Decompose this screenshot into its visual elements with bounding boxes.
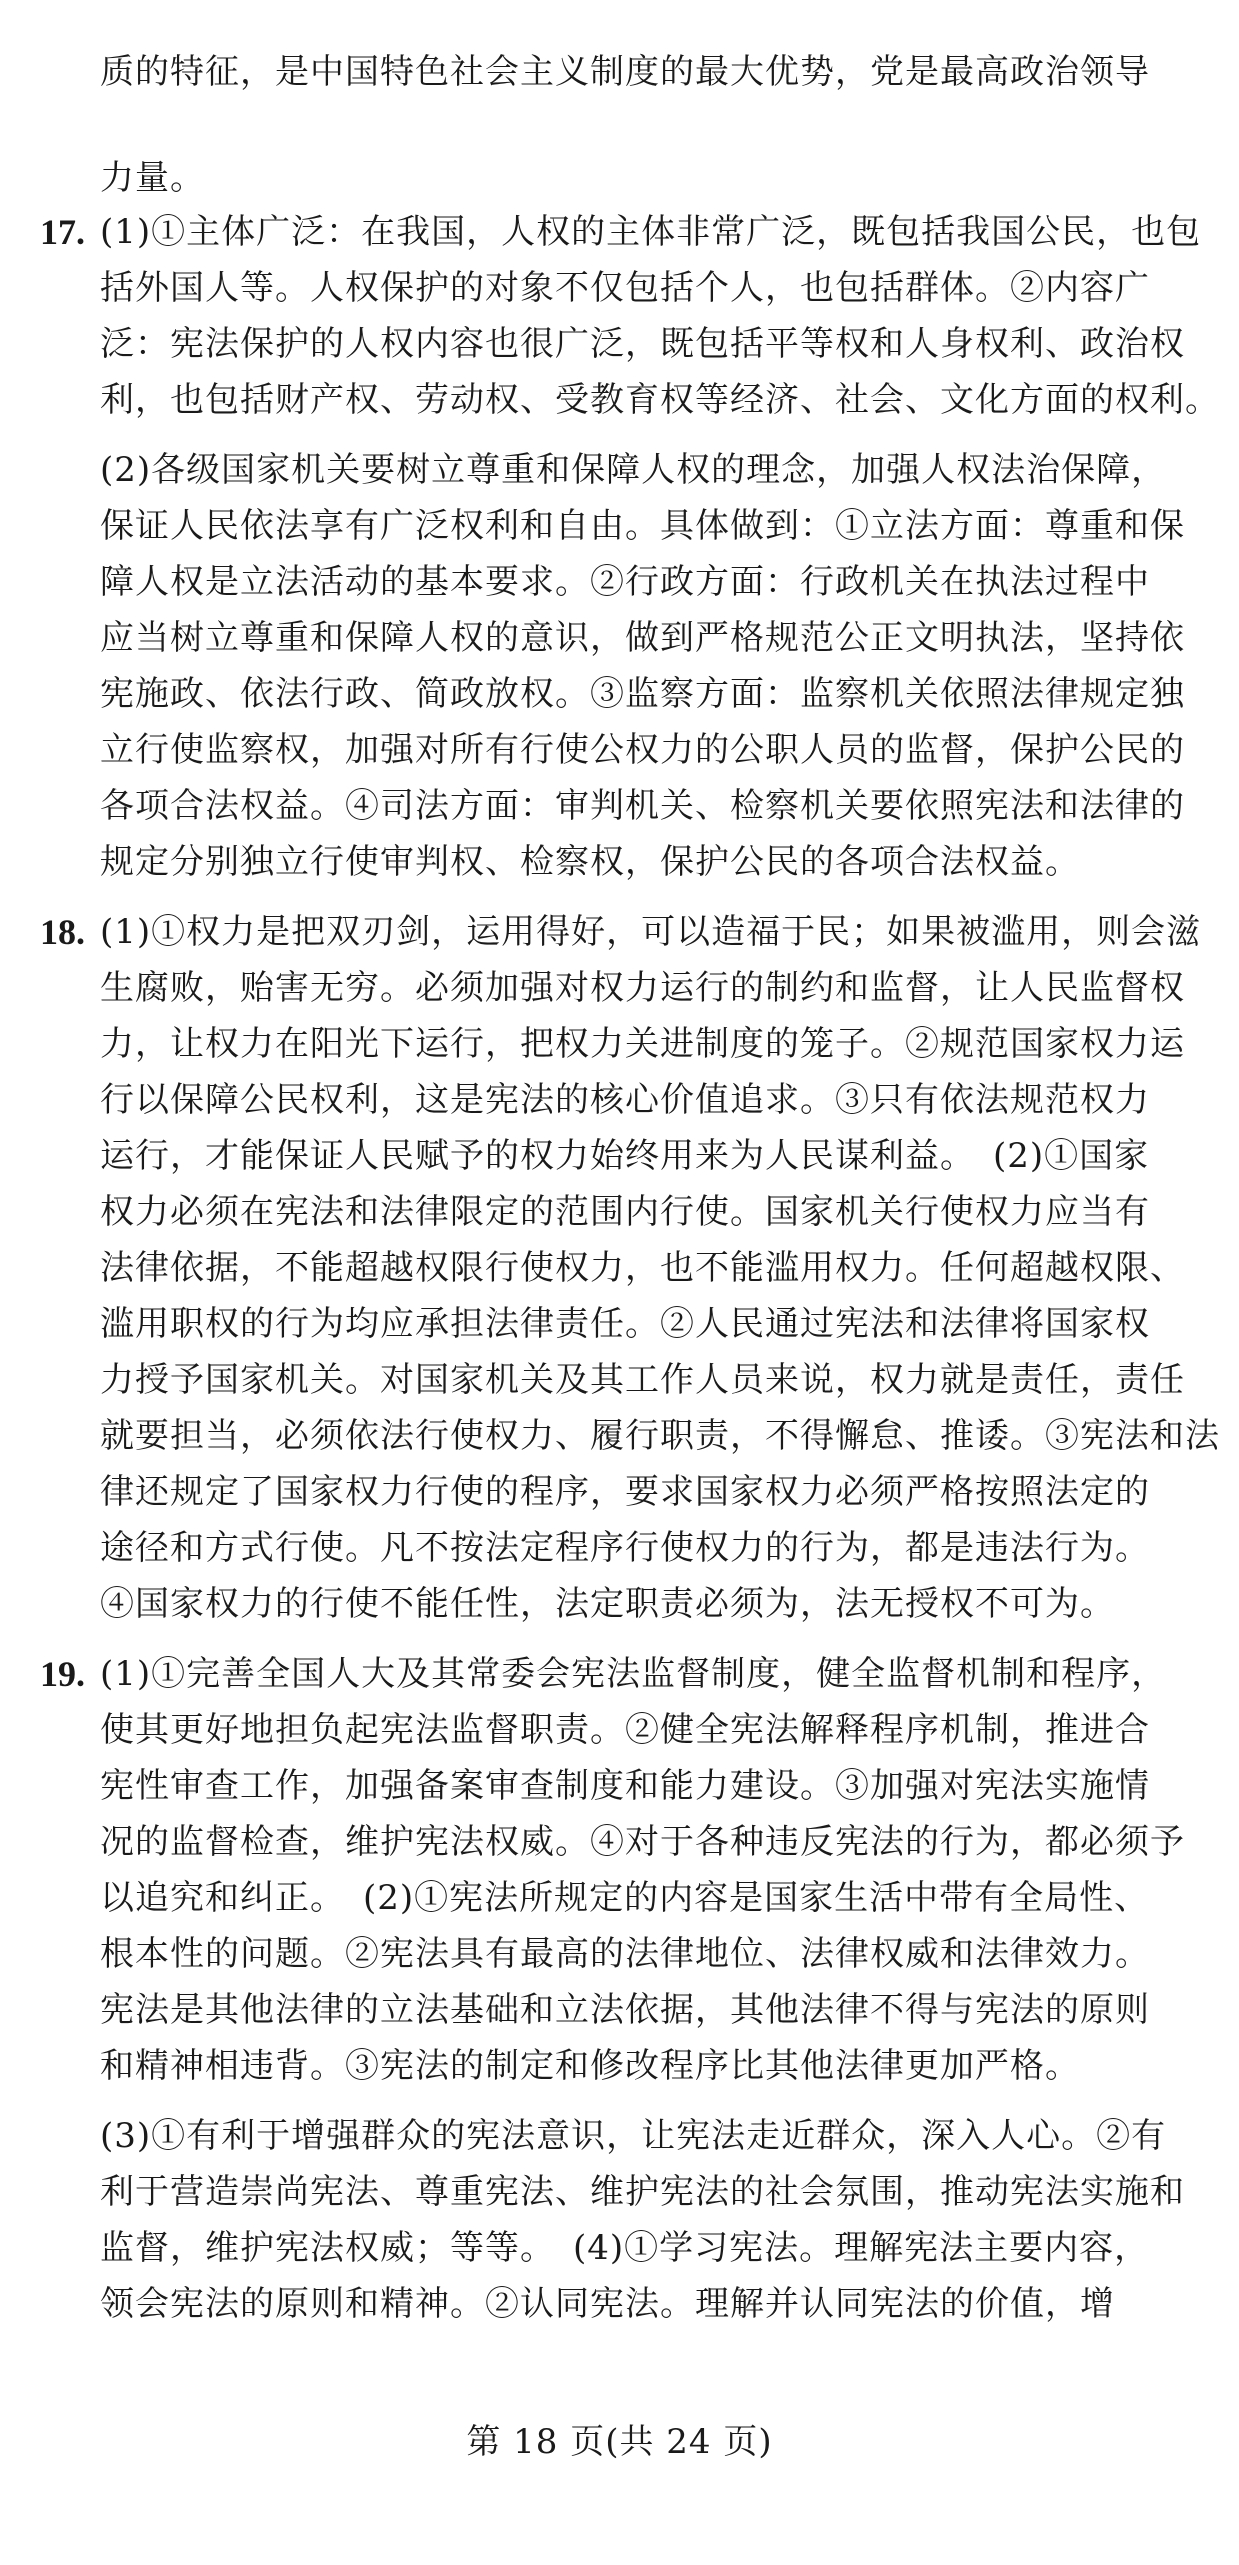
text-line: 法律依据，不能超越权限行使权力，也不能滥用权力。任何超越权限、 (100, 1248, 1185, 1288)
text-line: (1)①主体广泛：在我国，人权的主体非常广泛，既包括我国公民，也包 (100, 212, 1202, 252)
text-line: 应当树立尊重和保障人权的意识，做到严格规范公正文明执法，坚持依 (100, 618, 1185, 658)
text-line: 使其更好地担负起宪法监督职责。②健全宪法解释程序机制，推进合 (100, 1710, 1150, 1750)
text-line: 质的特征，是中国特色社会主义制度的最大优势，党是最高政治领导 (100, 52, 1150, 92)
text-line: 领会宪法的原则和精神。②认同宪法。理解并认同宪法的价值，增 (100, 2284, 1115, 2324)
question-number-17: 17. (40, 212, 85, 252)
text-line: 况的监督检查，维护宪法权威。④对于各种违反宪法的行为，都必须予 (100, 1822, 1185, 1862)
text-line: 宪性审查工作，加强备案审查制度和能力建设。③加强对宪法实施情 (100, 1766, 1150, 1806)
text-line: 宪法是其他法律的立法基础和立法依据，其他法律不得与宪法的原则 (100, 1990, 1150, 2030)
text-line: 途径和方式行使。凡不按法定程序行使权力的行为，都是违法行为。 (100, 1528, 1150, 1568)
text-line: 利于营造崇尚宪法、尊重宪法、维护宪法的社会氛围，推动宪法实施和 (100, 2172, 1185, 2212)
text-line: ④国家权力的行使不能任性，法定职责必须为，法无授权不可为。 (100, 1584, 1115, 1624)
text-line: 宪施政、依法行政、简政放权。③监察方面：监察机关依照法律规定独 (100, 674, 1185, 714)
text-line: 以追究和纠正。 (2)①宪法所规定的内容是国家生活中带有全局性、 (100, 1878, 1150, 1918)
text-line: 各项合法权益。④司法方面：审判机关、检察机关要依照宪法和法律的 (100, 786, 1185, 826)
text-line: 力授予国家机关。对国家机关及其工作人员来说，权力就是责任，责任 (100, 1360, 1185, 1400)
text-line: 力量。 (100, 158, 205, 198)
text-line: (2)各级国家机关要树立尊重和保障人权的理念，加强人权法治保障， (100, 450, 1167, 490)
text-line: 根本性的问题。②宪法具有最高的法律地位、法律权威和法律效力。 (100, 1934, 1150, 1974)
text-line: 权力必须在宪法和法律限定的范围内行使。国家机关行使权力应当有 (100, 1192, 1150, 1232)
text-line: 运行，才能保证人民赋予的权力始终用来为人民谋利益。 (2)①国家 (100, 1136, 1150, 1176)
text-line: (3)①有利于增强群众的宪法意识，让宪法走近群众，深入人心。②有 (100, 2116, 1167, 2156)
text-line: 力，让权力在阳光下运行，把权力关进制度的笼子。②规范国家权力运 (100, 1024, 1185, 1064)
text-line: 律还规定了国家权力行使的程序，要求国家权力必须严格按照法定的 (100, 1472, 1150, 1512)
text-line: 保证人民依法享有广泛权利和自由。具体做到：①立法方面：尊重和保 (100, 506, 1185, 546)
text-line: 障人权是立法活动的基本要求。②行政方面：行政机关在执法过程中 (100, 562, 1150, 602)
text-line: 泛：宪法保护的人权内容也很广泛，既包括平等权和人身权利、政治权 (100, 324, 1185, 364)
text-line: 滥用职权的行为均应承担法律责任。②人民通过宪法和法律将国家权 (100, 1304, 1150, 1344)
text-line: 和精神相违背。③宪法的制定和修改程序比其他法律更加严格。 (100, 2046, 1080, 2086)
question-number-18: 18. (40, 912, 85, 952)
text-line: 生腐败，贻害无穷。必须加强对权力运行的制约和监督，让人民监督权 (100, 968, 1185, 1008)
text-line: 括外国人等。人权保护的对象不仅包括个人，也包括群体。②内容广 (100, 268, 1150, 308)
text-line: 立行使监察权，加强对所有行使公权力的公职人员的监督，保护公民的 (100, 730, 1185, 770)
text-line: (1)①权力是把双刃剑，运用得好，可以造福于民；如果被滥用，则会滋 (100, 912, 1202, 952)
question-number-19: 19. (40, 1654, 85, 1694)
page-footer: 第 18 页(共 24 页) (466, 2422, 773, 2462)
text-line: 规定分别独立行使审判权、检察权，保护公民的各项合法权益。 (100, 842, 1080, 882)
text-line: 监督，维护宪法权威；等等。 (4)①学习宪法。理解宪法主要内容， (100, 2228, 1150, 2268)
text-line: (1)①完善全国人大及其常委会宪法监督制度，健全监督机制和程序， (100, 1654, 1167, 1694)
text-line: 就要担当，必须依法行使权力、履行职责，不得懈怠、推诿。③宪法和法 (100, 1416, 1220, 1456)
text-line: 行以保障公民权利，这是宪法的核心价值追求。③只有依法规范权力 (100, 1080, 1150, 1120)
text-line: 利，也包括财产权、劳动权、受教育权等经济、社会、文化方面的权利。 (100, 380, 1220, 420)
